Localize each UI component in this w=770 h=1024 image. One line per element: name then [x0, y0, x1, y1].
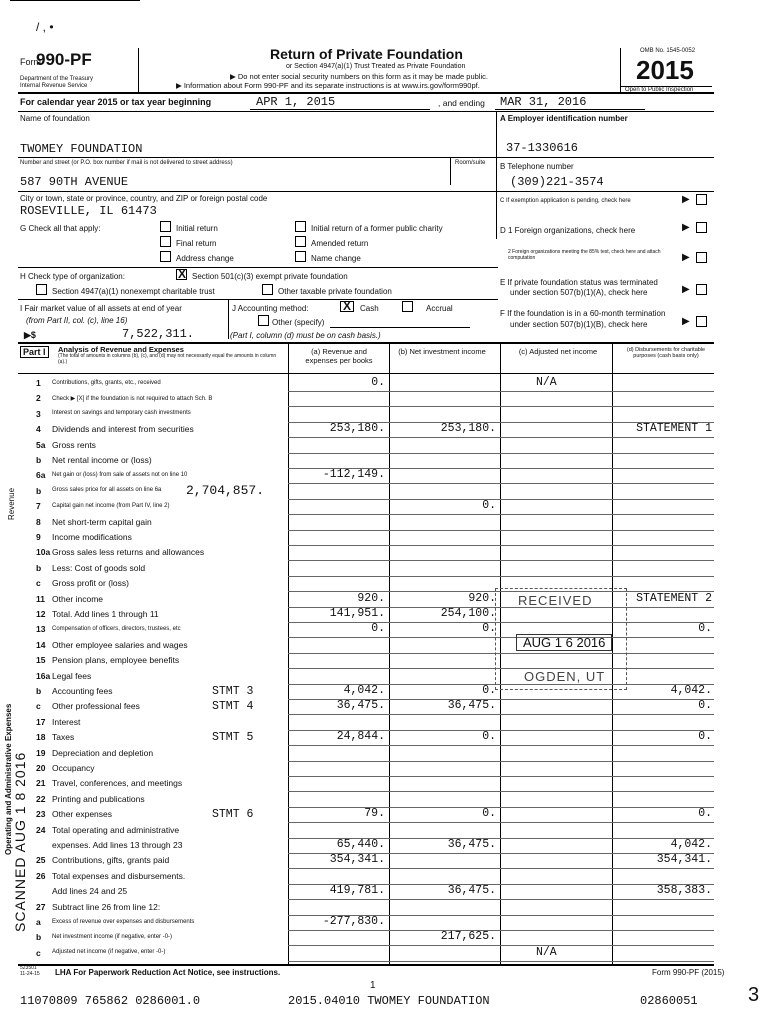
other-taxable-checkbox[interactable] [262, 284, 273, 295]
col-d-value: STATEMENT 1 [636, 422, 712, 436]
line-label: Gross sales price for all assets on line 6a [52, 487, 162, 494]
line-number: 13 [36, 624, 46, 635]
line-number: 27 [36, 901, 46, 912]
col-a-value: 354,341. [329, 853, 385, 867]
col-d-value: 0. [698, 807, 712, 821]
row-rule [288, 791, 714, 792]
initial-former-label: Initial return of a former public charity [311, 224, 443, 233]
row-rule [288, 714, 714, 715]
line-number: c [36, 578, 41, 589]
col-a-value: 920. [357, 591, 385, 605]
line-number: 11 [36, 593, 45, 604]
d1-checkbox[interactable] [696, 222, 707, 233]
line-label: Travel, conferences, and meetings [52, 778, 183, 789]
e-label: E If private foundation status was terminated [500, 278, 658, 287]
row-rule [288, 776, 714, 777]
line-number: 20 [36, 763, 46, 773]
part1-tag: Part I [20, 346, 49, 358]
line-number: 10a [36, 547, 51, 558]
city-value: ROSEVILLE, IL 61473 [20, 204, 157, 218]
stamp-received: RECEIVED [518, 593, 593, 608]
row-rule [288, 406, 714, 407]
room-label: Room/suite [455, 160, 486, 166]
line-number: c [36, 701, 41, 712]
line-number: 21 [36, 778, 46, 789]
col-a-value: 4,042. [343, 684, 385, 697]
col-d-value: 4,042. [670, 684, 712, 697]
e-label-2: under section 507(b)(1)(A), check here [510, 288, 648, 297]
name-change-checkbox[interactable] [295, 251, 306, 262]
other-method-label: Other (specify) [272, 318, 325, 327]
line-label: Subtract line 26 from line 12: [52, 901, 161, 912]
line-number: 5a [36, 439, 46, 450]
row-rule [288, 745, 714, 746]
line-label: Less: Cost of goods sold [52, 562, 146, 573]
g-label: G Check all that apply: [20, 224, 101, 233]
cash-basis-note: (Part I, column (d) must be on cash basis.) [230, 331, 381, 340]
line-number: b [36, 932, 42, 943]
line-label: Dividends and interest from securities [52, 424, 194, 435]
row-rule [288, 576, 714, 577]
line-label: Interest on savings and temporary cash investments [52, 410, 191, 417]
line-number: 3 [36, 408, 41, 419]
stmt-ref: STMT 3 [212, 685, 254, 698]
line-label: Pension plans, employee benefits [52, 655, 180, 666]
row-rule [288, 899, 714, 900]
d2-checkbox[interactable] [696, 252, 707, 263]
trust-checkbox[interactable] [36, 284, 47, 295]
col-a-value: -112,149. [322, 468, 385, 482]
stmt-ref: STMT 6 [212, 808, 254, 822]
line-number: 7 [36, 501, 41, 512]
omb-number: OMB No. 1545-0052 [640, 48, 696, 54]
line-number: 22 [36, 793, 46, 804]
col-a-value: 36,475. [336, 699, 385, 713]
col-d-value: 358,383. [656, 884, 712, 898]
line-label: Taxes [52, 732, 75, 743]
stmt-ref: STMT 4 [212, 700, 254, 714]
line-number: 1 [36, 378, 41, 388]
row-rule [288, 530, 714, 531]
row-rule [288, 822, 714, 823]
line-label: Net rental income or (loss) [52, 455, 152, 465]
row-rule [288, 391, 714, 392]
col-b-value: 0. [482, 730, 496, 744]
row-rule [288, 807, 714, 808]
row-rule [288, 761, 714, 762]
other-taxable-label: Other taxable private foundation [278, 287, 392, 296]
col-d-header: (d) Disbursements for charitable purposes (cash basis only) [626, 347, 706, 359]
col-b-value: 253,180. [440, 422, 496, 436]
dept-line1: Department of the Treasury [20, 76, 94, 82]
final-return-checkbox[interactable] [160, 236, 171, 247]
line-number: 18 [36, 732, 46, 743]
line-label: Net short-term capital gain [52, 516, 152, 527]
line-number: 26 [36, 870, 46, 881]
col-a-value: 79. [364, 807, 385, 821]
line-label: Gross sales less returns and allowances [52, 547, 205, 558]
footer-code: 523501 11-24-15 [20, 965, 40, 977]
line-label: Accounting fees [52, 686, 113, 696]
period-begin: APR 1, 2015 [256, 95, 336, 109]
stamp-date: AUG 1 6 2016 [516, 634, 612, 651]
line-number: 24 [36, 824, 46, 835]
line-number: 15 [36, 655, 46, 666]
col-d-value: 354,341. [656, 853, 712, 867]
e-checkbox[interactable] [696, 284, 707, 295]
page-number: 1 [370, 980, 376, 991]
and-ending: , and ending [438, 98, 485, 108]
line-number: 9 [36, 532, 41, 542]
col-b-value: 36,475. [447, 884, 496, 898]
col-d-value: 4,042. [670, 838, 712, 851]
corner-marks: / , • [36, 20, 54, 34]
line-number: 14 [36, 639, 46, 650]
top-rule [10, 0, 140, 1]
line-label: Compensation of officers, directors, trustees, etc [52, 625, 181, 632]
handwritten-mark: 3 [748, 984, 760, 1006]
line-number: c [36, 947, 41, 958]
cash-label: Cash [360, 304, 379, 313]
address-change-label: Address change [176, 254, 234, 263]
phone-label: B Telephone number [500, 162, 574, 171]
col-c-value: N/A [536, 376, 557, 389]
line-label: Printing and publications [52, 793, 145, 804]
open-inspection: Open to Public Inspection [625, 87, 694, 93]
row-rule [288, 514, 714, 515]
name-label: Name of foundation [20, 114, 90, 123]
col-b-header: (b) Net investment income [398, 347, 486, 356]
col-b-value: 0. [482, 684, 496, 697]
i-label-2: (from Part II, col. (c), line 16) [26, 316, 128, 325]
i-label: I Fair market value of all assets at end of year [20, 304, 182, 313]
street-value: 587 90TH AVENUE [20, 175, 129, 189]
row-rule [288, 930, 714, 931]
footer-form: Form 990-PF (2015) [652, 968, 725, 977]
line-label: Contributions, gifts, grants, etc., received [52, 379, 161, 386]
period-end: MAR 31, 2016 [500, 95, 587, 109]
c3-check-mark: X [178, 267, 187, 281]
footer-lha: LHA For Paperwork Reduction Act Notice, see instructions. [55, 968, 281, 977]
ein-value: 37-1330616 [506, 141, 579, 155]
c3-label: Section 501(c)(3) exempt private foundation [192, 272, 348, 281]
col-d-value: 0. [698, 730, 712, 744]
line-label: Depreciation and depletion [52, 747, 154, 758]
col-c-header: (c) Adjusted net income [518, 347, 598, 356]
i-dollar: ▶$ [24, 330, 36, 340]
line-label: Income modifications [52, 532, 132, 542]
scanned-stamp: SCANNED AUG 1 8 2016 [12, 751, 28, 932]
accrual-label: Accrual [426, 304, 453, 313]
col-b-value: 0. [482, 807, 496, 821]
col-b-value: 36,475. [447, 838, 496, 851]
line-number: 19 [36, 747, 46, 758]
revenue-side-label: Revenue [7, 487, 16, 520]
line-number: b [36, 686, 42, 696]
line-label: Legal fees [52, 670, 92, 681]
j-label: J Accounting method: [232, 304, 309, 313]
row-rule [288, 945, 714, 946]
amended-return-label: Amended return [311, 239, 369, 248]
line-number: 2 [36, 393, 41, 404]
line-number: b [36, 455, 42, 465]
col-a-value: 141,951. [329, 607, 385, 620]
line-number: b [36, 562, 42, 573]
line-number: b [36, 485, 42, 496]
period-label: For calendar year 2015 or tax year beginning [20, 97, 212, 107]
amended-return-checkbox[interactable] [295, 236, 306, 247]
line-label: expenses. Add lines 13 through 23 [52, 840, 183, 850]
col-b-value: 217,625. [440, 930, 496, 944]
line-label: Capital gain net income (from Part IV, line 2) [52, 502, 170, 509]
line-label: Net gain or (loss) from sale of assets not on line 10 [52, 471, 188, 478]
h-label: H Check type of organization: [20, 272, 125, 281]
accrual-checkbox[interactable] [402, 301, 413, 312]
dept-line2: Internal Revenue Service [20, 83, 88, 89]
col-b-value: 0. [482, 499, 496, 513]
d2-label: 2 Foreign organizations meeting the 85% test, check here and attach computation [508, 249, 661, 261]
line-label: Add lines 24 and 25 [52, 886, 128, 897]
line-label: Net investment income (if negative, enter -0-) [52, 933, 173, 940]
col-b-value: 36,475. [447, 699, 496, 713]
row-rule [288, 499, 714, 500]
line-number: 17 [36, 716, 46, 727]
line-number: 6a [36, 470, 46, 481]
col-a-value: 65,440. [336, 838, 385, 851]
line-label: Gross profit or (loss) [52, 578, 129, 589]
part1-title: Analysis of Revenue and Expenses [58, 345, 184, 354]
gross-sales-value: 2,704,857. [186, 482, 265, 498]
line-label: Gross rents [52, 439, 96, 450]
final-return-label: Final return [176, 239, 217, 248]
col-d-value: STATEMENT 2 [636, 591, 712, 605]
line-label: Total expenses and disbursements. [52, 870, 186, 881]
line-number: 12 [36, 609, 46, 619]
line-label: Interest [52, 716, 81, 727]
line-number: 25 [36, 855, 46, 866]
row-rule [288, 560, 714, 561]
col-a-value: 0. [371, 376, 385, 389]
initial-former-checkbox[interactable] [295, 221, 306, 232]
fmv-value: 7,522,311. [122, 327, 195, 341]
line-number: 4 [36, 424, 41, 435]
line-label: Other income [52, 593, 104, 604]
col-a-header: (a) Revenue and expenses per books [305, 347, 373, 365]
c-checkbox[interactable] [696, 194, 707, 205]
footer-batch: 11070809 765862 0286001.0 [20, 994, 201, 1008]
street-label: Number and street (or P.O. box number if mail is not delivered to street address) [20, 160, 233, 166]
info-note: ▶ Information about Form 990-PF and its separate instructions is at www.irs.gov/form990pf. [176, 81, 480, 90]
form-subtitle: or Section 4947(a)(1) Trust Treated as Private Foundation [286, 63, 466, 70]
ssn-note: ▶ Do not enter social security numbers on this form as it may be made public. [230, 72, 488, 81]
d1-label: D 1 Foreign organizations, check here [500, 226, 636, 235]
ein-label: A Employer identification number [500, 114, 628, 123]
initial-return-label: Initial return [176, 224, 218, 233]
col-b-value: 0. [482, 622, 496, 636]
address-change-checkbox[interactable] [160, 251, 171, 262]
line-label: Other professional fees [52, 701, 140, 712]
trust-label: Section 4947(a)(1) nonexempt charitable trust [52, 287, 215, 296]
received-stamp [495, 588, 627, 690]
row-rule [288, 961, 714, 962]
form-prefix: Form [20, 57, 41, 67]
line-label: Excess of revenue over expenses and disbursements [52, 918, 195, 925]
row-rule [288, 483, 714, 484]
f-label-2: under section 507(b)(1)(B), check here [510, 320, 648, 329]
name-change-label: Name change [311, 254, 361, 263]
row-rule [288, 437, 714, 438]
line-label: Contributions, gifts, grants paid [52, 855, 170, 866]
stmt-ref: STMT 5 [212, 731, 254, 745]
line-number: 23 [36, 809, 46, 820]
row-rule [288, 868, 714, 869]
line-label: Other expenses [52, 809, 113, 820]
phone-value: (309)221-3574 [510, 175, 604, 189]
line-label: Adjusted net income (if negative, enter -0-) [52, 949, 166, 956]
col-b-value: 254,100. [440, 607, 496, 620]
row-rule [288, 545, 714, 546]
line-label: Total operating and administrative [52, 824, 180, 835]
city-label: City or town, state or province, country, and ZIP or foreign postal code [20, 194, 268, 203]
other-method-checkbox[interactable] [258, 315, 269, 326]
col-a-value: 24,844. [336, 730, 385, 744]
stamp-city: OGDEN, UT [524, 669, 606, 684]
c-label: C If exemption application is pending, check here [500, 198, 631, 204]
row-rule [288, 453, 714, 454]
form-title: Return of Private Foundation [270, 46, 463, 62]
col-d-value: 0. [698, 622, 712, 636]
initial-return-checkbox[interactable] [160, 221, 171, 232]
line-number: a [36, 917, 41, 927]
col-a-value: 419,781. [329, 884, 385, 898]
line-label: Check ▶ [X] if the foundation is not required to attach Sch. B [52, 395, 213, 402]
cash-check-mark: X [343, 299, 352, 313]
form-number: 990-PF [36, 50, 92, 69]
part1-title-note: (The total of amounts in columns (b), (c), and (d) may not necessarily equal the amounts in column (a).) [58, 353, 277, 365]
foundation-name: TWOMEY FOUNDATION [20, 142, 143, 156]
line-label: Occupancy [52, 763, 95, 773]
line-number: 8 [36, 516, 41, 527]
col-a-value: -277,830. [322, 915, 385, 928]
line-number: 16a [36, 670, 51, 681]
f-checkbox[interactable] [696, 316, 707, 327]
col-c-value: N/A [536, 945, 557, 959]
expenses-side-label: Operating and Administrative Expenses [4, 703, 13, 855]
tax-year: 2015 [636, 55, 694, 85]
line-label: Other employee salaries and wages [52, 639, 188, 650]
line-label: Total. Add lines 1 through 11 [52, 609, 159, 619]
footer-right: 02860051 [640, 994, 698, 1008]
col-d-value: 0. [698, 699, 712, 713]
col-b-value: 920. [468, 591, 496, 605]
f-label: F If the foundation is in a 60-month termination [500, 309, 666, 318]
col-a-value: 0. [371, 622, 385, 636]
footer-mid: 2015.04010 TWOMEY FOUNDATION [288, 994, 490, 1008]
col-a-value: 253,180. [329, 422, 385, 436]
